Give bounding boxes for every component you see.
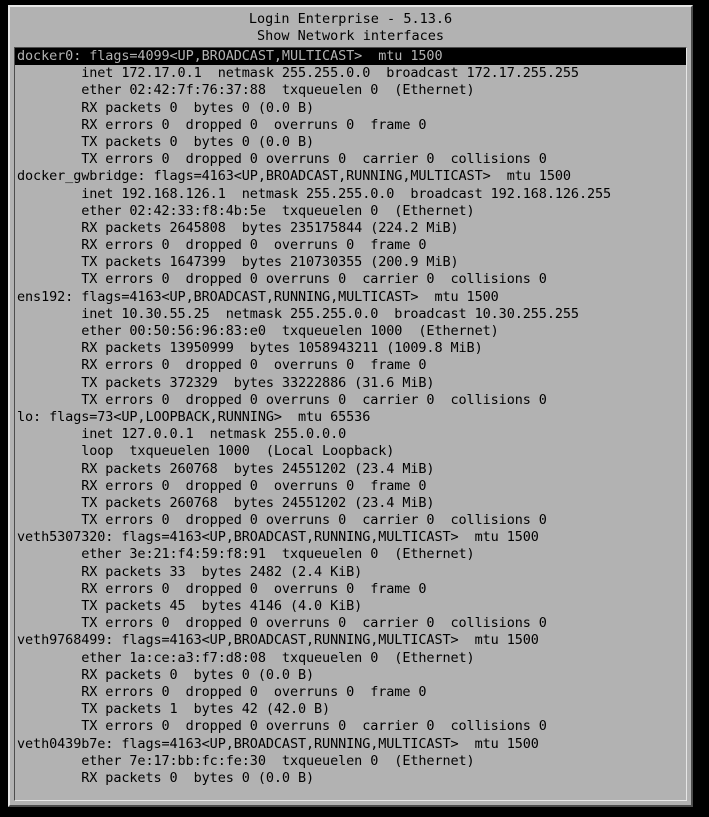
list-item[interactable]: inet 127.0.0.1 netmask 255.0.0.0 (17, 426, 347, 443)
list-item[interactable]: veth0439b7e: flags=4163<UP,BROADCAST,RUNNING,MULTICAST> mtu 1500 (17, 735, 539, 752)
list-item[interactable]: RX errors 0 dropped 0 overruns 0 frame 0 (17, 580, 427, 597)
list-item[interactable]: TX packets 260768 bytes 24551202 (23.4 MiB) (17, 494, 435, 511)
list-item[interactable]: RX packets 0 bytes 0 (0.0 B) (17, 769, 315, 786)
dialog-title: Login Enterprise - 5.13.6 (248, 11, 453, 27)
list-item[interactable]: ether 02:42:7f:76:37:88 txqueuelen 0 (Ethernet) (17, 82, 475, 99)
list-item[interactable]: TX packets 1 bytes 42 (42.0 B) (17, 701, 331, 718)
list-item[interactable]: TX errors 0 dropped 0 overruns 0 carrier 0 collisions 0 (17, 512, 547, 529)
list-item[interactable]: TX packets 1647399 bytes 210730355 (200.9 MiB) (17, 254, 459, 271)
list-item[interactable]: inet 192.168.126.1 netmask 255.255.0.0 broadcast 192.168.126.255 (17, 185, 612, 202)
list-item[interactable]: RX errors 0 dropped 0 overruns 0 frame 0 (17, 683, 427, 700)
list-item[interactable]: TX packets 372329 bytes 33222886 (31.6 MiB) (17, 374, 435, 391)
list-item[interactable]: TX errors 0 dropped 0 overruns 0 carrier 0 collisions 0 (17, 615, 547, 632)
list-item[interactable]: RX packets 13950999 bytes 1058943211 (1009.8 MiB) (17, 340, 483, 357)
list-item[interactable]: TX packets 45 bytes 4146 (4.0 KiB) (17, 598, 363, 614)
list-item[interactable]: TX packets 0 bytes 0 (0.0 B) (17, 133, 315, 150)
list-item[interactable]: TX errors 0 dropped 0 overruns 0 carrier 0 collisions 0 (17, 151, 547, 168)
interface-list[interactable] (14, 47, 687, 801)
list-item[interactable]: veth5307320: flags=4163<UP,BROADCAST,RUNNING,MULTICAST> mtu 1500 (17, 529, 539, 546)
list-item[interactable]: RX errors 0 dropped 0 overruns 0 frame 0 (17, 237, 427, 254)
list-item[interactable]: veth9768499: flags=4163<UP,BROADCAST,RUNNING,MULTICAST> mtu 1500 (17, 632, 539, 649)
list-item[interactable]: TX errors 0 dropped 0 overruns 0 carrier 0 collisions 0 (17, 271, 547, 288)
list-item[interactable]: RX packets 33 bytes 2482 (2.4 KiB) (17, 563, 363, 580)
list-item[interactable]: ether 02:42:33:f8:4b:5e txqueuelen 0 (Ethernet) (17, 202, 475, 219)
list-item[interactable]: RX errors 0 dropped 0 overruns 0 frame 0 (17, 357, 427, 374)
list-item[interactable]: loop txqueuelen 1000 (Local Loopback) (17, 443, 395, 460)
network-interfaces-dialog (8, 5, 693, 807)
list-item[interactable]: ether 00:50:56:96:83:e0 txqueuelen 1000 (Ethernet) (17, 323, 499, 339)
list-item[interactable]: inet 10.30.55.25 netmask 255.255.0.0 broadcast 10.30.255.255 (17, 305, 579, 322)
list-item[interactable]: ether 7e:17:bb:fc:fe:30 txqueuelen 0 (Ethernet) (17, 752, 475, 769)
list-item[interactable]: RX packets 0 bytes 0 (0.0 B) (17, 99, 315, 116)
list-item[interactable]: ens192: flags=4163<UP,BROADCAST,RUNNING,MULTICAST> mtu 1500 (17, 288, 499, 305)
list-item[interactable]: docker0: flags=4099<UP,BROADCAST,MULTICAST> mtu 1500 (15, 48, 686, 65)
list-item[interactable]: ether 3e:21:f4:59:f8:91 txqueuelen 0 (Ethernet) (17, 546, 475, 563)
dialog-subtitle: Show Network interfaces (257, 28, 444, 44)
list-item[interactable]: docker_gwbridge: flags=4163<UP,BROADCAST,RUNNING,MULTICAST> mtu 1500 (17, 168, 571, 185)
list-item[interactable]: TX errors 0 dropped 0 overruns 0 carrier 0 collisions 0 (17, 718, 547, 735)
list-item[interactable]: TX errors 0 dropped 0 overruns 0 carrier 0 collisions 0 (17, 391, 547, 408)
list-item[interactable]: lo: flags=73<UP,LOOPBACK,RUNNING> mtu 65536 (17, 408, 371, 425)
list-item[interactable]: RX packets 2645808 bytes 235175844 (224.2 MiB) (17, 219, 459, 236)
list-item[interactable]: ether 1a:ce:a3:f7:d8:08 txqueuelen 0 (Ethernet) (17, 649, 475, 666)
list-item[interactable]: inet 172.17.0.1 netmask 255.255.0.0 broadcast 172.17.255.255 (17, 65, 579, 82)
list-item[interactable]: RX packets 0 bytes 0 (0.0 B) (17, 666, 315, 683)
list-item[interactable]: RX errors 0 dropped 0 overruns 0 frame 0 (17, 477, 427, 494)
list-item[interactable]: RX errors 0 dropped 0 overruns 0 frame 0 (17, 116, 427, 133)
list-item[interactable]: RX packets 260768 bytes 24551202 (23.4 MiB) (17, 460, 435, 477)
